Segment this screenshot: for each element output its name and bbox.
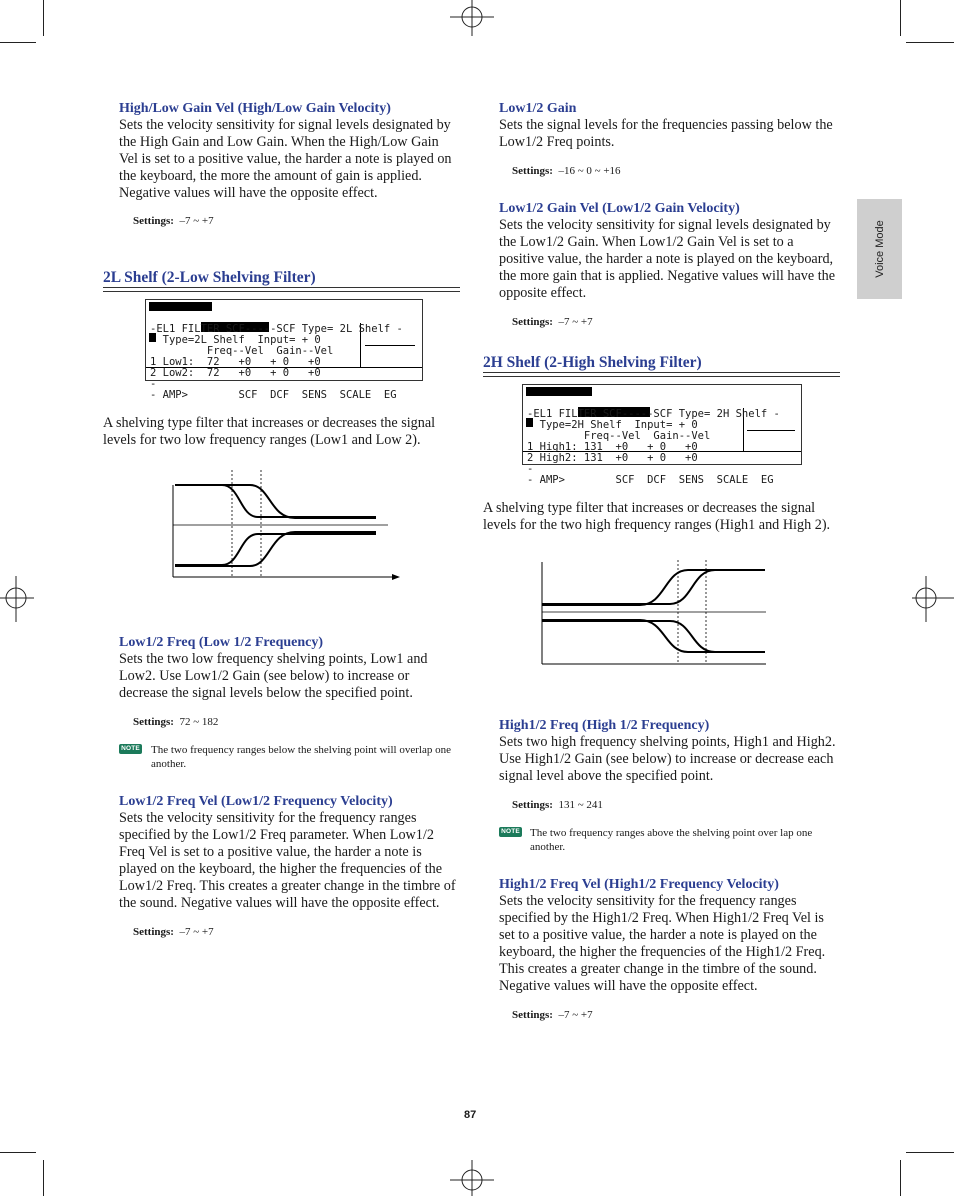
high-freq-vel-body: Sets the velocity sensitivity for the frequency ranges specified by the High1/2 Freq. When High1/2 Freq Vel is set to a positive value, the harder a note is played on the keyboard, the higher the frequencies of the High1/2 Freq. This creates a greater change in the timbre of the sound. Negative values will have the opposite effect. (499, 893, 826, 994)
note-icon: NOTE (119, 744, 142, 754)
crop-mark (0, 42, 36, 43)
high-freq-vel-settings (512, 1008, 841, 1022)
lcd-line: -EL1 FILTER SCF-----SCF Type= 2L Shelf - (150, 323, 403, 335)
lcd-screen-2l-shelf (145, 299, 423, 401)
section-rule (103, 287, 460, 292)
lcd-text (146, 300, 407, 414)
settings-value: 72 ~ 182 (179, 716, 219, 728)
note-text: The two frequency ranges above the shelving point over lap one another. (530, 827, 813, 853)
lcd-line: Freq--Vel Gain--Vel (150, 345, 334, 357)
settings-value: –7 ~ +7 (558, 316, 593, 328)
low-gain-settings (512, 164, 841, 178)
description-2l-shelf: A shelving type filter that increases or decreases the signal levels for two low frequency ranges (Low1 and Low 2). (103, 415, 436, 448)
low-gain-body: Sets the signal levels for the frequencies passing below the Low1/2 Freq points. (499, 117, 833, 150)
settings-label: Settings: (133, 716, 174, 728)
crop-mark (0, 1152, 36, 1153)
high-freq-settings (512, 798, 841, 812)
lcd-line: 1 High1: 131 +0 + 0 +0 (527, 441, 698, 453)
settings-value: –7 ~ +7 (179, 215, 214, 227)
lcd-text (523, 385, 784, 499)
left-column (103, 100, 460, 228)
low-shelf-response-diagram (170, 470, 405, 582)
low-freq-note (119, 743, 460, 771)
lcd-line: 1 Low1: 72 +0 + 0 +0 (150, 356, 321, 368)
high-low-gain-vel-heading: High/Low Gain Vel (High/Low Gain Velocity) (119, 101, 391, 116)
registration-mark-top (440, 0, 504, 38)
low-freq-heading: Low1/2 Freq (Low 1/2 Frequency) (119, 635, 324, 650)
lcd-line: - AMP> SCF DCF SENS SCALE EG (527, 474, 774, 486)
low-gain-vel-body: Sets the velocity sensitivity for signal levels designated by the Low1/2 Gain. When Low1/2 Gain Vel is set to a positive value, the harder a note is played on the keyboard, the more gain that is applied. Negative values will have the opposite effect. (499, 217, 836, 301)
settings-value: 131 ~ 241 (558, 799, 603, 811)
settings-label: Settings: (133, 215, 174, 227)
high-freq-body: Sets two high frequency shelving points, High1 and High2. Use High1/2 Gain (see below) to increase or decrease each signal level above the specified point. (499, 734, 836, 784)
settings-label: Settings: (512, 1009, 553, 1021)
high-freq-note (499, 826, 841, 854)
side-tab (857, 199, 902, 299)
crop-mark (900, 0, 901, 36)
settings-label: Settings: (133, 926, 174, 938)
description-2h-shelf: A shelving type filter that increases or decreases the signal levels for the two high frequency ranges (High1 and High 2). (483, 500, 831, 533)
crop-mark (43, 1160, 44, 1196)
settings-value: –7 ~ +7 (179, 926, 214, 938)
high-low-gain-vel-settings (133, 214, 460, 228)
lcd-line: - (150, 378, 157, 390)
settings-value: –7 ~ +7 (558, 1009, 593, 1021)
high-freq-heading: High1/2 Freq (High 1/2 Frequency) (499, 718, 710, 733)
lcd-line: VOICE EDIT P1-001[GlassE.P ] (150, 312, 391, 324)
lcd-line: 2 Low2: 72 +0 + 0 +0 (150, 367, 321, 379)
low-gain-vel-settings (512, 315, 841, 329)
lcd-line: - AMP> SCF DCF SENS SCALE EG (150, 389, 397, 401)
lcd-line: Type=2H Shelf Input= + 0 (527, 419, 698, 431)
settings-value: –16 ~ 0 ~ +16 (558, 165, 621, 177)
high-shelf-response-diagram (540, 560, 770, 666)
crop-mark (906, 42, 954, 43)
low-freq-vel-heading: Low1/2 Freq Vel (Low1/2 Frequency Velocity) (119, 794, 393, 809)
low-gain-heading: Low1/2 Gain (499, 101, 577, 116)
lcd-line: -EL1 FILTER SCF-----SCF Type= 2H Shelf - (527, 408, 780, 420)
section-title-2l-shelf: 2L Shelf (2-Low Shelving Filter) (103, 269, 316, 286)
side-tab-label: Voice Mode (873, 220, 886, 278)
settings-label: Settings: (512, 316, 553, 328)
lcd-line: Freq--Vel Gain--Vel (527, 430, 711, 442)
crop-mark (900, 1160, 901, 1196)
registration-mark-left (0, 570, 38, 634)
low-gain-vel-heading: Low1/2 Gain Vel (Low1/2 Gain Velocity) (499, 201, 740, 216)
page-number: 87 (464, 1109, 477, 1121)
low-freq-vel-settings (133, 925, 460, 939)
lcd-line: - (527, 463, 534, 475)
high-freq-vel-heading: High1/2 Freq Vel (High1/2 Frequency Velocity) (499, 877, 779, 892)
high-low-gain-vel-body: Sets the velocity sensitivity for signal levels designated by the High Gain and Low Gain. When the High/Low Gain Vel is set to a positive value, the harder a note is played on the keyboard, the more the amount of gain is applied. Negative values will have the opposite effect. (119, 117, 452, 201)
settings-label: Settings: (512, 165, 553, 177)
section-title-2h-shelf: 2H Shelf (2-High Shelving Filter) (483, 354, 702, 371)
low-freq-settings (133, 715, 460, 729)
registration-mark-bottom (440, 1158, 504, 1196)
lcd-line: 2 High2: 131 +0 + 0 +0 (527, 452, 698, 464)
crop-mark (43, 0, 44, 36)
section-rule (483, 372, 840, 377)
lcd-line: Type=2L Shelf Input= + 0 (150, 334, 321, 346)
settings-label: Settings: (512, 799, 553, 811)
right-column-lower (499, 717, 841, 1022)
right-column (499, 100, 841, 329)
lcd-line: VOICE EDIT P1-001[GlassE.P ] (527, 397, 768, 409)
low-freq-body: Sets the two low frequency shelving points, Low1 and Low2. Use Low1/2 Gain (see below) to increase or decrease the signal levels below the specified point. (119, 651, 428, 701)
low-freq-vel-body: Sets the velocity sensitivity for the frequency ranges specified by the Low1/2 Freq parameter. When Low1/2 Freq Vel is set to a positive value, the harder a note is played on the keyboard, the higher the frequencies of the Low1/2 Freq. This creates a greater change in the timbre of the sound. Negative values will have the opposite effect. (119, 810, 456, 911)
crop-mark (906, 1152, 954, 1153)
registration-mark-right (912, 564, 954, 628)
lcd-screen-2h-shelf (522, 384, 802, 486)
note-text: The two frequency ranges below the shelving point will overlap one another. (151, 744, 451, 770)
note-icon: NOTE (499, 827, 522, 837)
left-column-lower (119, 634, 460, 939)
